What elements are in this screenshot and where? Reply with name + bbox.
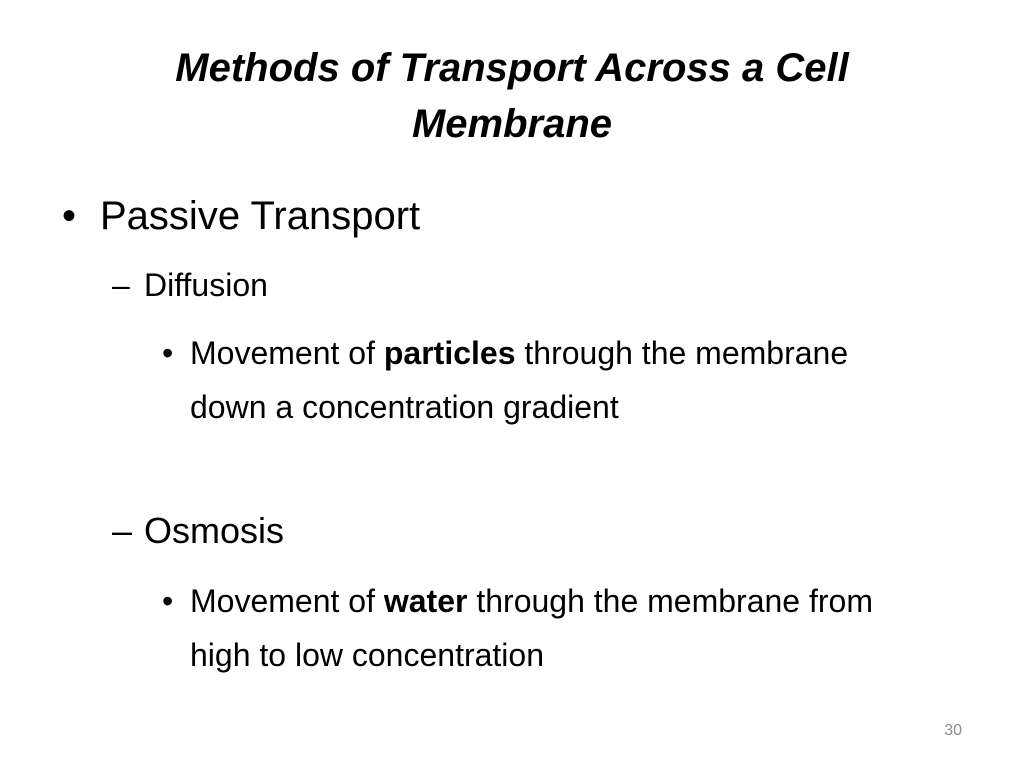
bullet-icon: •	[162, 583, 174, 619]
detail-text	[190, 574, 882, 682]
detail-osmosis	[162, 574, 882, 682]
dash-icon: –	[112, 267, 130, 303]
detail-text-part: through the membrane from high to low concentration	[190, 583, 873, 673]
slide-number: 30	[944, 722, 962, 739]
sub-bullet-label: Osmosis	[144, 510, 285, 551]
slide-title: Methods of Transport Across a Cell Membrane	[175, 46, 849, 146]
bullet-text: Passive Transport	[100, 194, 421, 238]
detail-diffusion	[162, 326, 882, 434]
detail-bold-term: particles	[383, 335, 516, 371]
bullet-icon: •	[62, 194, 77, 238]
bullet-icon: •	[162, 335, 174, 371]
detail-text-part: Movement of	[190, 583, 384, 619]
detail-text-part: Movement of	[190, 335, 384, 371]
dash-icon: –	[112, 510, 133, 551]
bullet-passive-transport	[62, 188, 420, 244]
sub-bullet-diffusion	[112, 262, 268, 308]
detail-text	[190, 326, 882, 434]
sub-bullet-label: Diffusion	[144, 267, 268, 303]
detail-bold-term: water	[383, 583, 468, 619]
sub-bullet-osmosis	[112, 505, 284, 557]
detail-text-part: through the membrane down a concentration gradient	[190, 335, 849, 425]
